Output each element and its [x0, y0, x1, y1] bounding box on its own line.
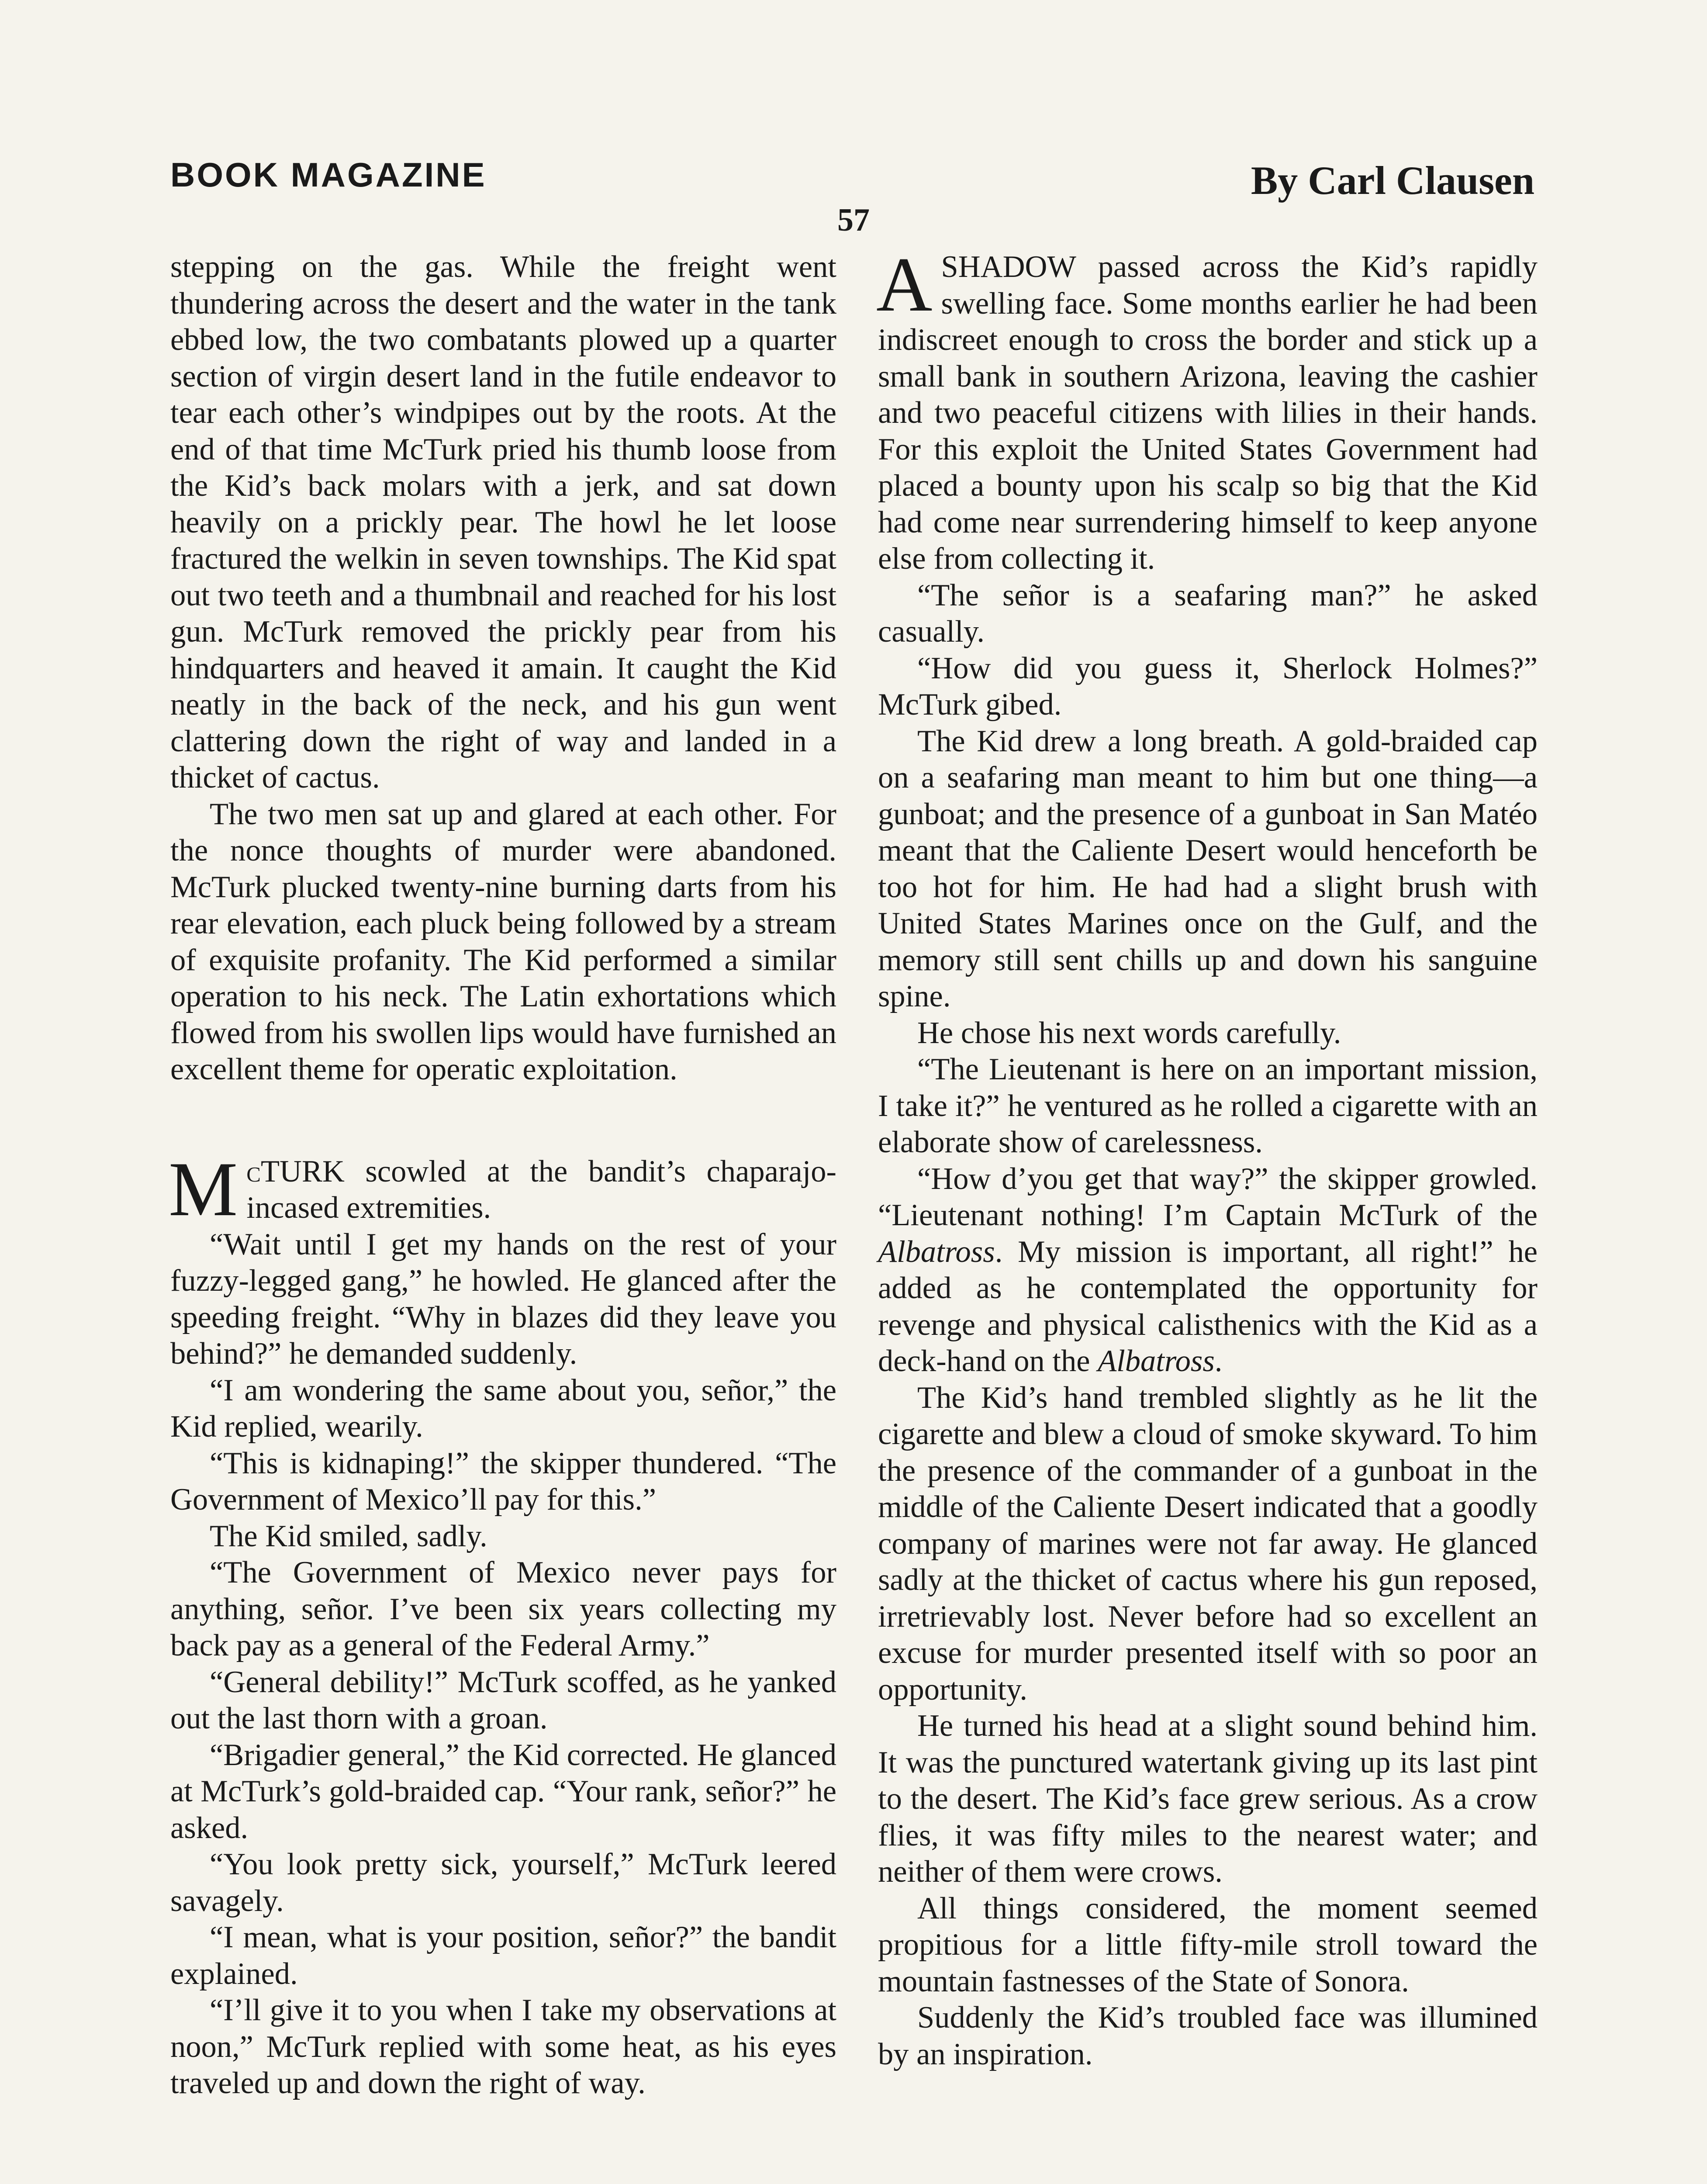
paragraph: “You look pretty sick, yourself,” McTurk leered savagely. [170, 1847, 836, 1918]
paragraph: Suddenly the Kid’s troubled face was illumined by an inspiration. [878, 2001, 1538, 2071]
section-opening-paragraph [876, 241, 1538, 577]
paragraph: “Brigadier general,” the Kid corrected. He glanced at McTurk’s gold-braided cap. “Your rank, señor?” he asked. [170, 1738, 836, 1845]
opening-small-caps: cTURK [246, 1154, 345, 1189]
right-column [876, 241, 1538, 2073]
paragraph: The two men sat up and glared at each other. For the nonce thoughts of murder were abandoned. McTurk plucked twenty-nine burning darts from his rear elevation, each pluck being followed by a stream of exquisite profanity. The Kid performed a similar operation to his neck. The Latin exhortations which flowed from his swollen lips would have furnished an excellent theme for operatic exploitation. [170, 797, 836, 1086]
paragraph-text: scowled at the bandit’s chaparajo-incased extremities. [246, 1154, 836, 1225]
author-byline: By Carl Clausen [1251, 158, 1534, 203]
section-opening-paragraph [169, 1145, 836, 1232]
paragraph: “This is kidnaping!” the skipper thundered. “The Government of Mexico’ll pay for this.” [170, 1446, 836, 1517]
paragraph: “I am wondering the same about you, señor,” the Kid replied, wearily. [170, 1373, 836, 1444]
publication-title: BOOK MAGAZINE [170, 156, 487, 194]
paragraph-text: “How d’you get that way?” the skipper growled. “Lieutenant nothing! I’m Captain McTurk of the [878, 1161, 1538, 1232]
drop-cap: A [876, 241, 933, 328]
paragraph: “The Lieutenant is here on an important mission, I take it?” he ventured as he rolled a cigarette with an elaborate show of carelessness. [878, 1052, 1538, 1159]
paragraph: The Kid smiled, sadly. [210, 1519, 487, 1553]
paragraph-text: . [1214, 1344, 1223, 1378]
paragraph: The Kid drew a long breath. A gold-braided cap on a seafaring man meant to him but one thing—a gunboat; and the presence of a gunboat in San Matéo meant that the Caliente Desert would henceforth be too hot for him. He had had a slight brush with United States Marines once on the Gulf, and the memory still sent chills up and down his sanguine spine. [878, 724, 1538, 1013]
drop-cap: M [169, 1145, 238, 1232]
paragraph: “General debility!” McTurk scoffed, as he yanked out the last thorn with a groan. [170, 1665, 836, 1735]
paragraph [878, 1161, 1538, 1380]
paragraph: “The señor is a seafaring man?” he asked casually. [878, 578, 1538, 649]
paragraph: He turned his head at a slight sound behind him. It was the punctured watertank giving up its last pint to the desert. The Kid’s face grew serious. As a crow flies, it was fifty miles to the nearest water; and neither of them were crows. [878, 1709, 1538, 1889]
paragraph: All things considered, the moment seemed propitious for a little fifty-mile stroll toward the mountain fastnesses of the State of Sonora. [878, 1891, 1538, 1998]
opening-caps: SHADOW [941, 250, 1076, 284]
paragraph: “I mean, what is your position, señor?” the bandit explained. [170, 1920, 836, 1991]
paragraph: He chose his next words carefully. [917, 1016, 1341, 1050]
paragraph: “The Government of Mexico never pays for anything, señor. I’ve been six years collecting my back pay as a general of the Federal Army.” [170, 1555, 836, 1662]
paragraph: “Wait until I get my hands on the rest of your fuzzy-legged gang,” he howled. He glanced after the speeding freight. “Why in blazes did they leave you behind?” he demanded suddenly. [170, 1227, 836, 1371]
left-column [170, 249, 836, 2102]
paragraph: “How did you guess it, Sherlock Holmes?” McTurk gibed. [878, 651, 1538, 722]
paragraph: stepping on the gas. While the freight went thundering across the desert and the water in the tank ebbed low, the two combatants plowed up a quarter section of virgin desert land in the futile endeavor to tear each other’s windpipes out by the roots. At the end of that time McTurk pried his thumb loose from the Kid’s back molars with a jerk, and sat down heavily on a prickly pear. The howl he let loose fractured the welkin in seven townships. The Kid spat out two teeth and a thumbnail and reached for his lost gun. McTurk removed the prickly pear from his hindquarters and heaved it amain. It caught the Kid neatly in the back of the neck, and his gun went clattering down the right of way and landed in a thicket of cactus. [170, 250, 836, 795]
ship-name: Albatross [878, 1234, 995, 1269]
paragraph-text: . My mission is important, all right!” he added as he contemplated the opportunity for revenge and physical calisthenics with the Kid as a deck-hand on the [878, 1234, 1538, 1378]
page-number: 57 [837, 202, 870, 238]
ship-name: Albatross [1098, 1344, 1215, 1378]
paragraph-text: passed across the Kid’s rapidly swelling face. Some months earlier he had been indiscreet enough to cross the border and stick up a small bank in southern Arizona, leaving the cashier and two peaceful citizens with lilies in their hands. For this exploit the United States Government had placed a bounty upon his scalp so big that the Kid had come near surrendering himself to keep anyone else from collecting it. [878, 250, 1538, 576]
paragraph: “I’ll give it to you when I take my observations at noon,” McTurk replied with some heat, as his eyes traveled up and down the right of way. [170, 1993, 836, 2100]
paragraph: The Kid’s hand trembled slightly as he lit the cigarette and blew a cloud of smoke skyward. To him the presence of the commander of a gunboat in the middle of the Caliente Desert indicated that a goodly company of marines were not far away. He glanced sadly at the thicket of cactus where his gun reposed, irretrievably lost. Never before had so excellent an excuse for murder presented itself with so poor an opportunity. [878, 1380, 1538, 1707]
